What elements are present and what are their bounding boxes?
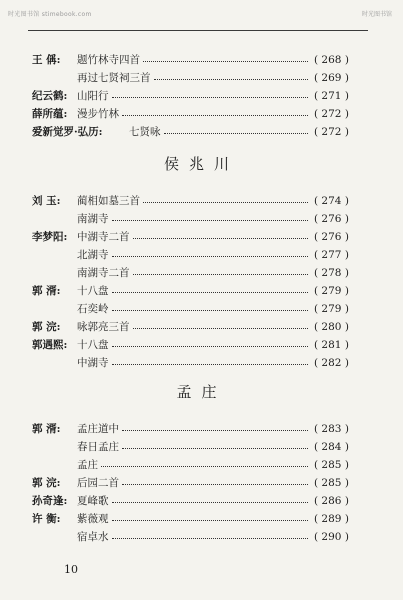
toc-leader-dots bbox=[133, 238, 309, 239]
toc-entry bbox=[0, 283, 403, 299]
toc-entry bbox=[0, 457, 403, 473]
toc-entry-title: 中湖寺 bbox=[77, 357, 109, 369]
toc-leader-dots bbox=[112, 502, 309, 503]
toc-entry-title: 紫薇观 bbox=[77, 513, 109, 525]
toc-leader-dots bbox=[133, 274, 309, 275]
toc-entry-title: 石奕岭 bbox=[77, 303, 109, 315]
toc-entry-page: ( 277 ) bbox=[314, 249, 349, 261]
toc-entry bbox=[0, 511, 403, 527]
toc-leader-dots bbox=[112, 220, 309, 221]
top-rule bbox=[28, 30, 368, 31]
toc-entry-author: 刘 玉: bbox=[32, 195, 61, 207]
toc-leader-dots bbox=[112, 97, 309, 98]
toc-entry bbox=[0, 265, 403, 281]
toc-entry-author: 爱新觉罗·弘历: bbox=[32, 126, 103, 138]
toc-entry-page: ( 285 ) bbox=[314, 477, 349, 489]
toc-leader-dots bbox=[112, 364, 309, 365]
toc-entry-page: ( 281 ) bbox=[314, 339, 349, 351]
toc-entry-title: 题竹林寺四首 bbox=[77, 54, 140, 66]
toc-entry-page: ( 290 ) bbox=[314, 531, 349, 543]
toc-leader-dots bbox=[143, 61, 308, 62]
toc-entry bbox=[0, 319, 403, 335]
toc-entry-title: 北湖寺 bbox=[77, 249, 109, 261]
toc-entry-title: 蔺相如墓三首 bbox=[77, 195, 140, 207]
toc-entry-title: 漫步竹林 bbox=[77, 108, 119, 120]
toc-entry-page: ( 268 ) bbox=[314, 54, 349, 66]
toc-entry bbox=[0, 475, 403, 491]
toc-entry-title: 再过七贤祠三首 bbox=[77, 72, 151, 84]
toc-entry-title: 南湖寺 bbox=[77, 213, 109, 225]
toc-entry-page: ( 271 ) bbox=[314, 90, 349, 102]
toc-leader-dots bbox=[112, 346, 309, 347]
toc-leader-dots bbox=[112, 310, 309, 311]
toc-entry-author: 孙奇逢: bbox=[32, 495, 68, 507]
toc-entry-page: ( 284 ) bbox=[314, 441, 349, 453]
toc-entry-author: 许 衡: bbox=[32, 513, 61, 525]
toc-entry-author: 李梦阳: bbox=[32, 231, 68, 243]
toc-entry-title: 南湖寺二首 bbox=[77, 267, 130, 279]
toc-entry-author: 王 偁: bbox=[32, 54, 61, 66]
toc-entry-title: 孟庄道中 bbox=[77, 423, 119, 435]
toc-entry-page: ( 272 ) bbox=[314, 126, 349, 138]
toc-entry-page: ( 285 ) bbox=[314, 459, 349, 471]
toc-entry-title: 七贤咏 bbox=[129, 126, 161, 138]
toc-entry bbox=[0, 124, 403, 140]
toc-leader-dots bbox=[133, 328, 309, 329]
toc-leader-dots bbox=[112, 538, 309, 539]
toc-leader-dots bbox=[164, 133, 309, 134]
toc-entry-title: 山阳行 bbox=[77, 90, 109, 102]
toc-entry bbox=[0, 229, 403, 245]
toc-entry-title: 咏郭亮三首 bbox=[77, 321, 130, 333]
toc-entry bbox=[0, 88, 403, 104]
toc-entry-page: ( 289 ) bbox=[314, 513, 349, 525]
toc-entry bbox=[0, 337, 403, 353]
section-heading: 侯兆川 bbox=[163, 155, 239, 173]
toc-entry bbox=[0, 70, 403, 86]
toc-entry-title: 十八盘 bbox=[77, 285, 109, 297]
toc-leader-dots bbox=[122, 430, 308, 431]
toc-entry-page: ( 276 ) bbox=[314, 231, 349, 243]
toc-leader-dots bbox=[101, 466, 308, 467]
toc-leader-dots bbox=[122, 115, 308, 116]
toc-entry-page: ( 283 ) bbox=[314, 423, 349, 435]
toc-entry-page: ( 276 ) bbox=[314, 213, 349, 225]
toc-leader-dots bbox=[112, 520, 309, 521]
toc-leader-dots bbox=[112, 256, 309, 257]
toc-entry-title: 孟庄 bbox=[77, 459, 98, 471]
watermark: 时光图书馆 stimebook.com bbox=[8, 11, 92, 18]
toc-entry-title: 宿卓水 bbox=[77, 531, 109, 543]
toc-leader-dots bbox=[143, 202, 308, 203]
toc-entry-page: ( 280 ) bbox=[314, 321, 349, 333]
toc-entry bbox=[0, 421, 403, 437]
toc-entry-title: 春日孟庄 bbox=[77, 441, 119, 453]
toc-leader-dots bbox=[112, 292, 309, 293]
toc-entry-page: ( 272 ) bbox=[314, 108, 349, 120]
page-number: 10 bbox=[64, 563, 78, 576]
toc-leader-dots bbox=[154, 79, 309, 80]
toc-entry-title: 后园二首 bbox=[77, 477, 119, 489]
toc-entry-title: 中湖寺二首 bbox=[77, 231, 130, 243]
toc-leader-dots bbox=[122, 448, 308, 449]
toc-entry bbox=[0, 493, 403, 509]
toc-entry-page: ( 274 ) bbox=[314, 195, 349, 207]
toc-entry bbox=[0, 439, 403, 455]
toc-leader-dots bbox=[122, 484, 308, 485]
toc-entry bbox=[0, 106, 403, 122]
toc-entry-page: ( 286 ) bbox=[314, 495, 349, 507]
toc-entry-page: ( 269 ) bbox=[314, 72, 349, 84]
toc-entry bbox=[0, 355, 403, 371]
toc-entry bbox=[0, 193, 403, 209]
toc-entry bbox=[0, 52, 403, 68]
toc-entry bbox=[0, 529, 403, 545]
toc-entry-author: 纪云鹤: bbox=[32, 90, 68, 102]
toc-entry-title: 十八盘 bbox=[77, 339, 109, 351]
toc-entry-author: 郭遇熙: bbox=[32, 339, 68, 351]
toc-entry-page: ( 282 ) bbox=[314, 357, 349, 369]
toc-entry-author: 郭 湑: bbox=[32, 285, 61, 297]
watermark-right: 时光图书馆 bbox=[361, 11, 392, 18]
toc-entry-author: 郭 湑: bbox=[32, 423, 61, 435]
toc-entry-author: 郭 浣: bbox=[32, 477, 61, 489]
toc-entry-page: ( 278 ) bbox=[314, 267, 349, 279]
toc-entry-author: 薛所蕴: bbox=[32, 108, 68, 120]
toc-entry-page: ( 279 ) bbox=[314, 285, 349, 297]
toc-entry bbox=[0, 211, 403, 227]
section-heading: 孟庄 bbox=[176, 383, 227, 401]
toc-entry-title: 夏峰歌 bbox=[77, 495, 109, 507]
toc-entry-page: ( 279 ) bbox=[314, 303, 349, 315]
toc-entry bbox=[0, 247, 403, 263]
toc-entry bbox=[0, 301, 403, 317]
toc-entry-author: 郭 浣: bbox=[32, 321, 61, 333]
